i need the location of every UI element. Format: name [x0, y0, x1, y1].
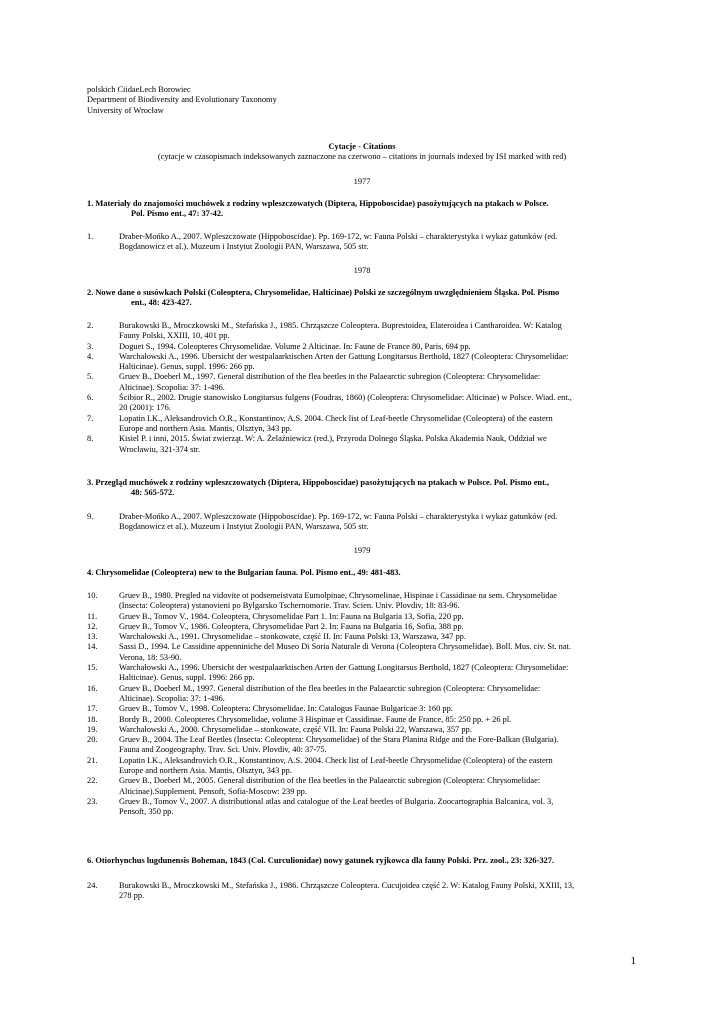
citation-number: 5.: [87, 372, 94, 382]
citation-line: Burakowski B., Mroczkowski M., Stefańska J., 1985. Chrząszcze Coleoptera. Buprestoidea, Elateroidea i Cantharoidea. W: Katalog: [119, 321, 562, 330]
citation-number: 17.: [87, 704, 98, 714]
citation-line: Gruev B., 1980. Pregled na vidovite ot podsemeistvata Eumolpinae, Chrysomelinae, Hispinae i Cassidinae na sem. Chrysomelidae: [119, 591, 557, 600]
citation-entry: [87, 512, 643, 533]
citation-number: 4.: [87, 351, 94, 361]
citation-line: Europe and northern Asia. Mantis, Olsztyn, 343 pp.: [119, 423, 292, 433]
citation-entry: [87, 414, 643, 435]
citation-number: 16.: [87, 683, 98, 693]
citation-text: [119, 434, 643, 455]
publication-heading: [87, 288, 637, 309]
citation-number: 3.: [87, 341, 94, 351]
citation-entry: [87, 704, 643, 714]
title-subtitle: (cytacje w czasopismach indeksowanych zaznaczone na czerwono – citations in journals indexed by ISI marked with red): [157, 152, 567, 162]
citation-line: Burakowski B., Mroczkowski M., Stefańska J., 1986. Chrząszcze Coleoptera. Cucujoidea część 2. W: Katalog Fauny Polski, XXIII, 13,: [119, 881, 575, 890]
citation-number: 7.: [87, 413, 94, 423]
citation-entry: [87, 642, 643, 663]
year-label: 1977: [353, 177, 371, 186]
citation-text: [119, 725, 643, 735]
citation-entry: [87, 591, 643, 612]
citation-text: [119, 756, 643, 777]
citation-text: [119, 414, 643, 435]
citation-line: (Insecta: Coleoptera) ystanovieni po Bylgarsko Tschernomorie. Trav. Scien. Univ. Plovdiv, 18: 83-96.: [119, 601, 460, 611]
citation-entry: [87, 434, 643, 455]
citation-line: Halticinae). Genus, suppl. 1996: 266 pp.: [119, 362, 255, 372]
citation-entry: [87, 663, 643, 684]
citation-number: 11.: [87, 611, 98, 621]
citation-number: 19.: [87, 724, 98, 734]
heading-line: 6. Otiorhynchus lugdunensis Boheman, 1843 (Col. Curculionidae) nowy gatunek ryjkowca dla fauny Polski. Prz. zool., 23: 326-327.: [87, 856, 555, 865]
heading-line: 3. Przegląd muchówek z rodziny wpleszczowatych (Diptera, Hippoboscidae) pasożytujących na ptakach w Polsce. Pol. Pismo ent.,: [87, 478, 550, 487]
citation-number: 23.: [87, 796, 98, 806]
citation-entry: [87, 232, 643, 253]
citation-text: [119, 735, 643, 756]
citation-list: [87, 512, 643, 533]
citation-entry: [87, 622, 643, 632]
citation-text: [119, 797, 643, 818]
citation-line: 278 pp.: [119, 891, 145, 901]
citation-text: [119, 591, 643, 612]
citation-number: 14.: [87, 642, 98, 652]
citation-number: 21.: [87, 755, 98, 765]
citation-line: Ścibior R., 2002. Drugie stanowisko Longitarsus fulgens (Foudras, 1860) (Coleoptera: Chrysomelidae: Alticinae) w Polsce. Wiad. ent.,: [119, 393, 572, 403]
citation-list: [87, 321, 643, 455]
publication-heading: [87, 856, 637, 866]
citation-line: Fauna and Zoogeography. Trav. Sci. Univ. Plovdiv, 40: 37-75.: [119, 745, 327, 755]
heading-line: ent., 48: 423-427.: [131, 298, 192, 308]
citation-line: Sassi D., 1994. Le Cassidine appenniniche del Museo Di Soria Naturale di Verona (Coleoptera Chrysomelidae). Boll. Mus. civ. St. nat.: [119, 642, 571, 652]
citation-number: 9.: [87, 512, 94, 521]
citation-text: [119, 321, 643, 342]
citation-entry: [87, 881, 643, 902]
citation-number: 10.: [87, 591, 98, 600]
citation-number: 2.: [87, 321, 94, 330]
heading-line: Pol. Pismo ent., 47: 37-42.: [131, 209, 224, 219]
citation-line: Fauny Polski, XXIII, 10, 401 pp.: [119, 331, 230, 341]
citation-line: Alticinae).Supplement. Pensoft, Sofia-Moscow: 239 pp.: [119, 786, 307, 796]
citation-number: 15.: [87, 663, 98, 673]
citation-text: [119, 393, 643, 414]
citation-number: 22.: [87, 776, 98, 786]
citation-text: [119, 776, 643, 797]
citation-entry: [87, 735, 643, 756]
citation-line: Kisiel P. i inni, 2015. Świat zwierząt. W: A. Żelaźniewicz (red.), Przyroda Dolnego Śląska. Polska Akademia Nauk, Oddział we: [119, 434, 547, 444]
citation-text: [119, 612, 643, 622]
citation-entry: [87, 352, 643, 373]
citation-line: Lopatin I.K., Aleksandrovich O.R., Konstantinov, A.S. 2004. Check list of Leaf-beetle Chrysomelidae (Coleoptera) of the eastern: [119, 413, 553, 423]
citation-line: Verona, 18: 53-90.: [119, 652, 182, 662]
citation-text: [119, 372, 643, 393]
citation-number: 20.: [87, 735, 98, 745]
citation-line: 20 (2001): 176.: [119, 403, 171, 413]
citation-line: Gruev B., Doeberl M., 2005. General distribution of the flea beetles in the Palaearctic subregion (Coleoptera: Chrysomelidae:: [119, 776, 541, 786]
citation-text: [119, 704, 643, 714]
citation-text: [119, 352, 643, 373]
citation-number: 13.: [87, 632, 98, 642]
citation-line: Warchałowski A., 1991. Chrysomelidae – stonkowate, część II. In: Fauna Polski 13, Warszawa, 347 pp.: [119, 632, 466, 642]
citation-entry: [87, 632, 643, 642]
citation-line: Wrocławiu, 321-374 str.: [119, 444, 201, 454]
citation-line: Bogdanowicz et al.). Muzeum i Instytut Zoologii PAN, Warszawa, 505 str.: [119, 522, 369, 532]
author-header: [87, 85, 627, 116]
citation-number: 8.: [87, 434, 94, 444]
heading-line: 48: 565-572.: [131, 488, 175, 498]
citation-entry: [87, 797, 643, 818]
citation-text: [119, 663, 643, 684]
citation-number: 1.: [87, 232, 94, 241]
citation-text: [119, 342, 643, 352]
citation-text: [119, 512, 643, 533]
citation-number: 18.: [87, 714, 98, 724]
citation-entry: [87, 393, 643, 414]
header-line-department: Department of Biodiversity and Evolutionary Taxonomy: [87, 95, 277, 105]
citation-line: Gruev B., Tomov V., 1984. Coleoptera, Chrysomelidae Part 1. In: Fauna na Bulgaria 13, Sofia, 220 pp.: [119, 611, 464, 621]
citation-line: Gruev B., Doeberl M., 1997. General distribution of the flea beetles in the Palaearctic subregion (Coleoptera: Chrysomelidae:: [119, 683, 541, 693]
citation-number: 12.: [87, 621, 98, 631]
heading-line: 4. Chrysomelidae (Coleoptera) new to the Bulgarian fauna. Pol. Pismo ent., 49: 481-483.: [87, 568, 401, 577]
citation-line: Warchałowski A., 1996. Ubersicht der westpalaarktischen Arten der Gattung Longitarsus Berthold, 1827 (Coleoptera: Chrysomelidae:: [119, 663, 569, 673]
citation-text: [119, 632, 643, 642]
title-main: Cytacje - Citations: [328, 142, 396, 151]
citation-number: 24.: [87, 881, 98, 890]
citation-entry: [87, 715, 643, 725]
citation-text: [119, 622, 643, 632]
citation-text: [119, 642, 643, 663]
citation-line: Bogdanowicz et al.). Muzeum i Instytut Zoologii PAN, Warszawa, 505 str.: [119, 242, 369, 252]
page-number: 1: [630, 955, 636, 967]
citation-entry: [87, 776, 643, 797]
citation-line: Gruev B., Tomov V., 1986. Coleoptera, Chrysomelidae Part 2. In: Fauna na Bulgaria 16, Sofia, 388 pp.: [119, 621, 464, 631]
citation-line: Draber-Mońko A., 2007. Wpleszczowate (Hippoboscidae). Pp. 169-172, w: Fauna Polski – charakterystyka i wykaz gatunków (ed.: [119, 512, 558, 521]
year-label: 1979: [353, 546, 371, 555]
citation-line: Gruev B., Doeberl M., 1997. General distribution of the flea beetles in the Palaearctic subregion (Coleoptera: Chrysomelidae:: [119, 372, 541, 382]
citation-text: [119, 684, 643, 705]
citation-entry: [87, 756, 643, 777]
citation-line: Pensoft, 350 pp.: [119, 807, 174, 817]
header-line-university: University of Wrocław: [87, 105, 164, 115]
citation-entry: [87, 321, 643, 342]
heading-line: 1. Materiały do znajomości muchówek z rodziny wpleszczowatych (Diptera, Hippoboscidae) pasożytujących na ptakach w Polsce.: [87, 199, 549, 208]
header-line-name: polskich CiidaeLech Borowiec: [87, 85, 191, 94]
citation-line: Bordy B., 2000. Coleopteres Chrysomelidae, volume 3 Hispinae et Cassidinae. Faune de France, 85: 250 pp. + 26 pl.: [119, 714, 512, 724]
year-label: 1978: [353, 266, 371, 275]
citation-text: [119, 881, 643, 902]
citation-line: Draber-Mońko A., 2007. Wpleszczowate (Hippoboscidae). Pp. 169-172, w: Fauna Polski – charakterystyka i wykaz gatunków (ed.: [119, 232, 558, 241]
citation-list: [87, 881, 643, 902]
citation-text: [119, 715, 643, 725]
citation-entry: [87, 725, 643, 735]
citation-line: Doguet S., 1994. Coleopteres Chrysomelidae. Volume 2 Alticinae. In: Faune de France 80, Paris, 694 pp.: [119, 341, 471, 351]
citation-line: Gruev B., Tomov V., 1998. Coleoptera: Chrysomelidae. In: Catalogus Faunae Bulgaricae 3: 160 pp.: [119, 704, 453, 714]
citation-line: Warchałowski A., 1996. Ubersicht der westpalaarktischen Arten der Gattung Longitarsus Berthold, 1827 (Coleoptera: Chrysomelidae:: [119, 351, 569, 361]
citation-list: [87, 232, 643, 253]
citation-line: Alticinae). Scopolia: 37: 1-496.: [119, 693, 225, 703]
heading-line: 2. Nowe dane o susówkach Polski (Coleoptera, Chrysomelidae, Halticinae) Polski ze szczególnym uwzględnieniem Śląska. Pol. Pismo: [87, 288, 560, 297]
citation-line: Gruev B., 2004. The Leaf Beetles (Insecta: Coleoptera: Chrysomelidae) of the Stara Planina Ridge and the Fore-Balkan (Bulgaria).: [119, 735, 559, 745]
publication-heading: [87, 478, 637, 499]
citation-number: 6.: [87, 393, 94, 403]
citation-entry: [87, 372, 643, 393]
document-title: [87, 142, 637, 163]
citation-entry: [87, 342, 643, 352]
citation-entry: [87, 612, 643, 622]
citation-line: Europe and northern Asia. Mantis, Olsztyn, 343 pp.: [119, 766, 292, 776]
citation-line: Alticinae). Scopolia: 37: 1-496.: [119, 382, 225, 392]
publication-heading: [87, 568, 637, 578]
citation-list: [87, 591, 643, 818]
citation-line: Halticinae). Genus, suppl. 1996: 266 pp.: [119, 673, 255, 683]
publication-heading: [87, 199, 637, 220]
citation-entry: [87, 684, 643, 705]
citation-text: [119, 232, 643, 253]
citation-line: Warchałowski A., 2000. Chrysomelidae – stonkowate, część VII. In: Fauna Polski 22, Warszawa, 357 pp.: [119, 724, 472, 734]
citation-line: Lopatin I.K., Aleksandrovich O.R., Konstantinov, A.S. 2004. Check list of Leaf-beetle Chrysomelidae (Coleoptera) of the eastern: [119, 755, 553, 765]
citation-line: Gruev B., Tomov V., 2007. A distributional atlas and catalogue of the Leaf beetles of Bulgaria. Zoocartographia Balcanica, vol. 3,: [119, 796, 554, 806]
